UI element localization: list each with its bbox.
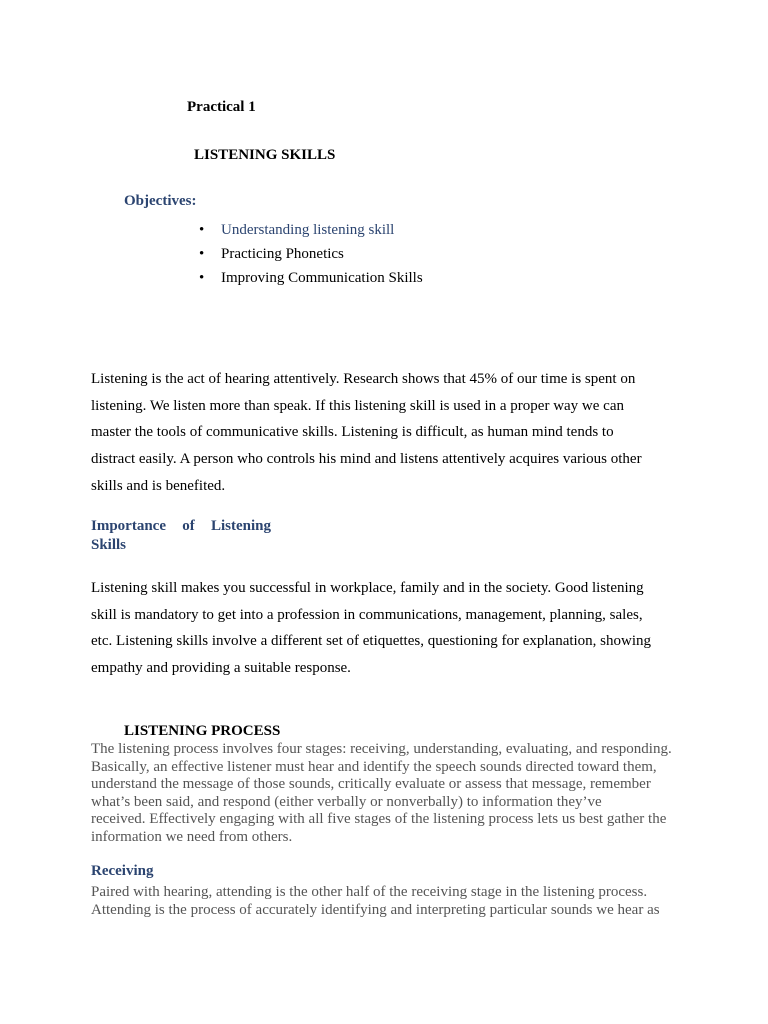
process-heading: LISTENING PROCESS — [124, 723, 281, 739]
bullet-icon: • — [199, 222, 205, 238]
text-line: information we need from others. — [91, 828, 293, 845]
receiving-heading: Receiving — [91, 863, 154, 879]
text-line: skill is mandatory to get into a profession in communications, management, planning, sales, — [91, 606, 643, 623]
objectives-heading: Objectives: — [124, 193, 197, 209]
heading-word: Importance — [91, 518, 166, 534]
heading-word: Skills — [91, 537, 127, 553]
heading-word: of — [182, 518, 195, 534]
text-line: understand the message of those sounds, critically evaluate or assess that message, remember — [91, 776, 651, 793]
text-line: The listening process involves four stages: receiving, understanding, evaluating, and responding. — [91, 741, 672, 757]
list-item — [199, 269, 423, 293]
text-line: Listening skill makes you successful in workplace, family and in the society. Good listening — [91, 580, 644, 596]
practical-label: Practical 1 — [187, 99, 256, 115]
list-item — [199, 221, 423, 245]
text-line: distract easily. A person who controls his mind and listens attentively acquires various other — [91, 451, 642, 468]
importance-paragraph — [91, 575, 691, 682]
importance-heading — [91, 517, 271, 555]
text-line: empathy and providing a suitable response. — [91, 660, 351, 677]
main-title: LISTENING SKILLS — [194, 147, 336, 163]
intro-paragraph — [91, 366, 681, 500]
text-line: listening. We listen more than speak. If this listening skill is used in a proper way we can — [91, 397, 624, 414]
list-item — [199, 245, 423, 269]
text-line: Attending is the process of accurately identifying and interpreting particular sounds we hear as — [91, 901, 660, 918]
text-line: skills and is benefited. — [91, 477, 226, 494]
text-line: etc. Listening skills involve a different set of etiquettes, questioning for explanation, showing — [91, 633, 652, 650]
objectives-list — [199, 221, 423, 293]
bullet-icon: • — [199, 246, 205, 262]
text-line: Basically, an effective listener must hear and identify the speech sounds directed toward them, — [91, 758, 657, 775]
bullet-icon: • — [199, 270, 205, 286]
process-paragraph — [91, 741, 691, 847]
text-line: master the tools of communicative skills. Listening is difficult, as human mind tends to — [91, 424, 614, 441]
text-line: Listening is the act of hearing attentively. Research shows that 45% of our time is spent on — [91, 371, 636, 387]
text-line: what’s been said, and respond (either verbally or nonverbally) to information they’ve — [91, 793, 602, 810]
heading-word: Listening — [210, 518, 271, 534]
text-line: Paired with hearing, attending is the other half of the receiving stage in the listening process. — [91, 884, 648, 900]
objective-text: Understanding listening skill — [221, 222, 395, 238]
receiving-paragraph — [91, 884, 691, 919]
objective-text: Practicing Phonetics — [221, 246, 344, 262]
text-line: received. Effectively engaging with all five stages of the listening process lets us best gather the — [91, 811, 667, 828]
objective-text: Improving Communication Skills — [221, 270, 423, 286]
